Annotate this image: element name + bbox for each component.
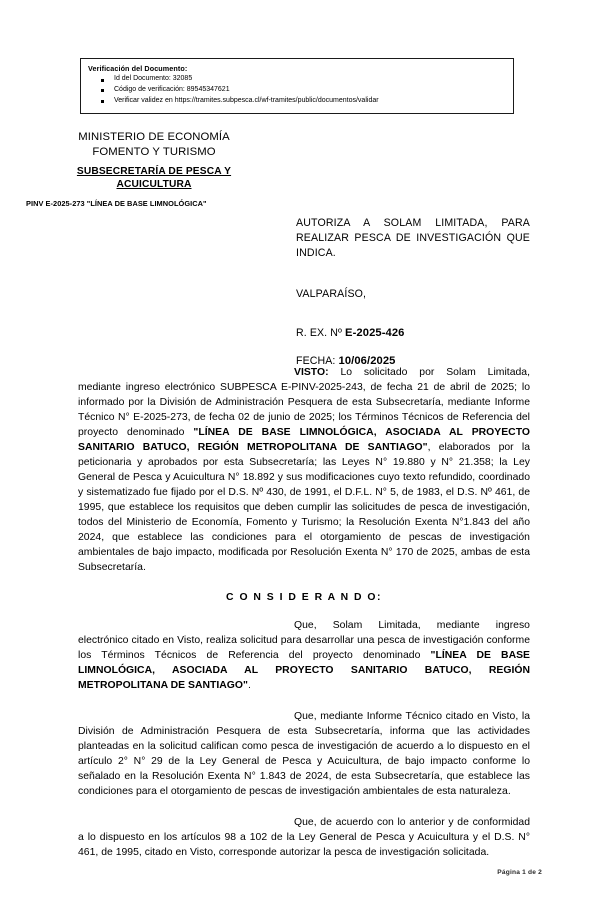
resolution-label: R. EX. Nº [296,327,342,340]
verification-item-document-id: Id del Documento: 32085 [88,74,507,85]
pinv-reference: PINV E-2025-273 "LÍNEA DE BASE LIMNOLÓGICA" [26,198,207,208]
visto-paragraph [78,366,530,576]
resolution-number: E-2025-426 [345,327,405,340]
spacer-1 [78,576,530,592]
paragraph-2-text: Que, mediante Informe Técnico citado en Visto, la División de Administración Pesquera de esta Subsecretaría, informa que las actividades planteadas en la solicitud califican como pesca de investigación de acuerdo a lo dispuesto en el artículo 2° N° 29 de la Ley General de Pesca y Acuicultura, de bajo impacto conforme lo señalado en la Resolución Exenta N° 1.843 de 2024, de esta Subsecretaría, que establece las condiciones para el otorgamiento de pescas de investigación ambientales de esta naturaleza. [78,710,530,797]
visto-project-title: "LÍNEA DE BASE LIMNOLÓGICA, ASOCIADA AL PROYECTO SANITARIO BATUCO, REGIÓN METROPOLITANA DE SANTIAGO" [78,426,530,453]
verification-item-url[interactable]: Verificar validez en https://tramites.subpesca.cl/wf-tramites/public/documentos/validar [88,96,507,107]
subsecretaria-line-2: ACUICULTURA [116,179,192,191]
ministry-line-2: FOMENTO Y TURISMO [92,146,216,159]
visto-label: VISTO: [294,367,329,378]
verification-list [88,74,507,107]
considerando-paragraph-1 [78,619,530,694]
spacer-2 [78,603,530,619]
visto-text-part-1: Lo solicitado por Solam Limitada, mediante ingreso electrónico SUBPESCA E-PINV-2025-243, de fecha 21 de abril de 2025; lo informado por la División de Administración Pesquera de esta Subsecretaría, mediante Informe Técnico N° E-2025-273, de fecha 02 de junio de 2025; los Términos Técnicos de Referencia del proyecto denominado [78,367,530,438]
spacer-3 [78,694,530,710]
spacer-4 [78,800,530,816]
page-footer: Página 1 de 2 [497,869,542,876]
subsecretaria-line-1: SUBSECRETARÍA DE PESCA Y [76,166,232,178]
paragraph-1-project-title: "LÍNEA DE BASE LIMNOLÓGICA, ASOCIADA AL PROYECTO SANITARIO BATUCO, REGIÓN METROPOLITANA DE SANTIAGO" [78,649,530,691]
verification-box [80,58,514,114]
subsecretaria-name [28,165,280,192]
considerando-paragraph-3 [78,816,530,861]
considerando-heading: C O N S I D E R A N D O: [226,591,382,603]
verification-item-code: Código de verificación: 89545347621 [88,85,507,96]
considerando-paragraph-2 [78,710,530,800]
letterhead [28,130,280,208]
header-right-column [296,216,530,367]
date-label: FECHA: [296,355,336,368]
resolution-line [296,327,530,339]
verification-title: Verificación del Documento: [88,64,188,73]
visto-text-part-2: , elaborados por la peticionaria y aprobados por esta Subsecretaría; las Leyes N° 19.880 y N° 21.358; la Ley General de Pesca y Acuicultura N° 18.892 y sus modificaciones cuyo texto refundido, coordinado y sistematizado fue fijado por el D.S. Nº 430, de 1991, el D.F.L. N° 5, de 1983, el D.S. Nº 461, de 1995, que establece los requisitos que deben cumplir las solicitudes de pesca de investigación, todos del Ministerio de Economía, Fomento y Turismo; la Resolución Exenta N°1.843 del año 2024, que establece las condiciones para el otorgamiento de pescas de investigación ambientales de bajo impacto, modificada por Resolución Exenta N° 170 de 2025, ambas de esta Subsecretaría. [78,441,530,573]
ministry-line-1: MINISTERIO DE ECONOMÍA [78,131,230,143]
document-subject: AUTORIZA A SOLAM LIMITADA, PARA REALIZAR PESCA DE INVESTIGACIÓN QUE INDICA. [296,217,530,260]
paragraph-1-text-part-2: . [247,679,251,691]
ministry-name [28,130,280,160]
paragraph-1-text-part-1: Que, Solam Limitada, mediante ingreso electrónico citado en Visto, realiza solicitud para desarrollar una pesca de investigación conforme los Términos Técnicos de Referencia del proyecto denominado [78,619,530,661]
paragraph-3-text: Que, de acuerdo con lo anterior y de conformidad a lo dispuesto en los artículos 98 a 102 de la Ley General de Pesca y Acuicultura y el D.S. N° 461, de 1995, citado en Visto, corresponde autorizar la pesca de investigación solicitada. [78,816,530,858]
issue-city: VALPARAÍSO, [296,288,367,301]
document-body [78,366,530,861]
date-value: 10/06/2025 [338,355,396,368]
